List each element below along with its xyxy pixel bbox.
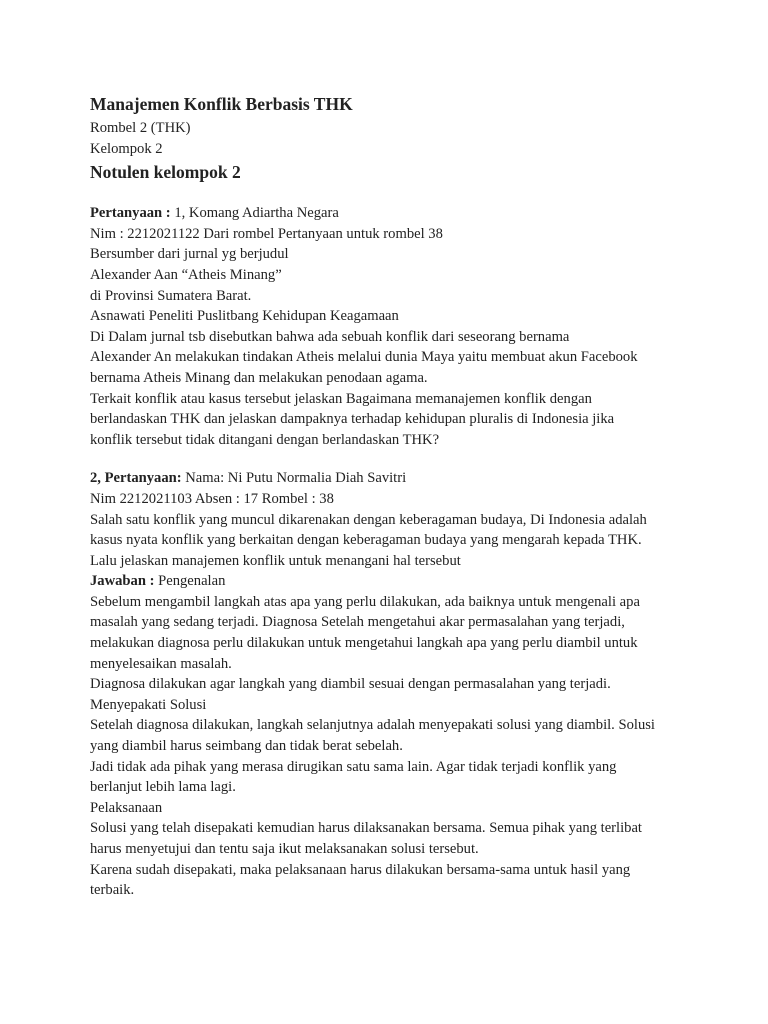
question-1-label: Pertanyaan : xyxy=(90,205,171,222)
spacer xyxy=(90,185,690,203)
document-title: Manajemen Konflik Berbasis THK xyxy=(90,94,353,114)
question-1-line: Alexander An melakukan tindakan Atheis melalui dunia Maya yaitu membuat akun Facebook xyxy=(90,349,638,366)
answer-line: yang diambil harus seimbang dan tidak berat sebelah. xyxy=(90,738,403,755)
question-1-line: Di Dalam jurnal tsb disebutkan bahwa ada sebuah konflik dari seseorang bernama xyxy=(90,328,570,345)
question-2-line: Salah satu konflik yang muncul dikarenakan dengan keberagaman budaya, Di Indonesia adalah xyxy=(90,511,647,528)
question-1-line: Terkait konflik atau kasus tersebut jelaskan Bagaimana memanajemen konflik dengan xyxy=(90,390,592,407)
question-2-line: kasus nyata konflik yang berkaitan dengan keberagaman budaya yang mengarah kepada THK. xyxy=(90,532,642,549)
answer-line: Jadi tidak ada pihak yang merasa dirugikan satu sama lain. Agar tidak terjadi konflik yang xyxy=(90,758,617,775)
answer-line: berlanjut lebih lama lagi. xyxy=(90,779,236,796)
question-1-line: konflik tersebut tidak ditangani dengan berlandaskan THK? xyxy=(90,431,440,448)
answer-label: Jawaban : xyxy=(90,573,155,590)
answer-line: menyelesaikan masalah. xyxy=(90,655,232,672)
question-1-line: Alexander Aan “Atheis Minang” xyxy=(90,266,282,283)
question-1-asker: 1, Komang Adiartha Negara xyxy=(170,205,339,222)
answer-first: Pengenalan xyxy=(154,573,226,590)
answer-line: Karena sudah disepakati, maka pelaksanaan harus dilakukan bersama-sama untuk hasil yang xyxy=(90,861,631,878)
answer-line: masalah yang sedang terjadi. Diagnosa Setelah mengetahui akar permasalahan yang terjadi, xyxy=(90,614,625,631)
answer-line: melakukan diagnosa perlu dilakukan untuk mengetahui langkah apa yang perlu diambil untuk xyxy=(90,635,638,652)
question-1-line: Nim : 2212021122 Dari rombel Pertanyaan untuk rombel 38 xyxy=(90,225,443,242)
question-2-label: 2, Pertanyaan: xyxy=(90,470,182,487)
question-2-header xyxy=(90,468,690,489)
answer-line: Menyepakati Solusi xyxy=(90,696,207,713)
document-page xyxy=(90,90,690,901)
spacer xyxy=(90,450,690,468)
question-2-line: Nim 2212021103 Absen : 17 Rombel : 38 xyxy=(90,490,334,507)
question-2-asker: Nama: Ni Putu Normalia Diah Savitri xyxy=(181,470,407,487)
question-1-header xyxy=(90,203,690,224)
answer-line: Diagnosa dilakukan agar langkah yang diambil sesuai dengan permasalahan yang terjadi. xyxy=(90,676,611,693)
answer-line: Sebelum mengambil langkah atas apa yang perlu dilakukan, ada baiknya untuk mengenali apa xyxy=(90,593,640,610)
question-1-line: Asnawati Peneliti Puslitbang Kehidupan Keagamaan xyxy=(90,308,399,325)
question-1-line: bernama Atheis Minang dan melakukan penodaan agama. xyxy=(90,369,428,386)
kelompok-line: Kelompok 2 xyxy=(90,140,163,157)
question-2-line: Lalu jelaskan manajemen konflik untuk menangani hal tersebut xyxy=(90,552,461,569)
answer-line: terbaik. xyxy=(90,882,135,899)
question-1-line: berlandaskan THK dan jelaskan dampaknya terhadap kehidupan pluralis di Indonesia jika xyxy=(90,411,615,428)
answer-line: Setelah diagnosa dilakukan, langkah selanjutnya adalah menyepakati solusi yang diambil. Solusi xyxy=(90,717,655,734)
question-1-line: di Provinsi Sumatera Barat. xyxy=(90,287,252,304)
rombel-line: Rombel 2 (THK) xyxy=(90,120,191,136)
answer-line: Solusi yang telah disepakati kemudian harus dilaksanakan bersama. Semua pihak yang terlibat xyxy=(90,820,642,837)
answer-line: harus menyetujui dan tentu saja ikut melaksanakan solusi tersebut. xyxy=(90,841,479,857)
question-1-line: Bersumber dari jurnal yg berjudul xyxy=(90,246,289,263)
answer-header xyxy=(90,571,690,592)
notulen-heading: Notulen kelompok 2 xyxy=(90,162,241,183)
answer-line: Pelaksanaan xyxy=(90,799,163,816)
